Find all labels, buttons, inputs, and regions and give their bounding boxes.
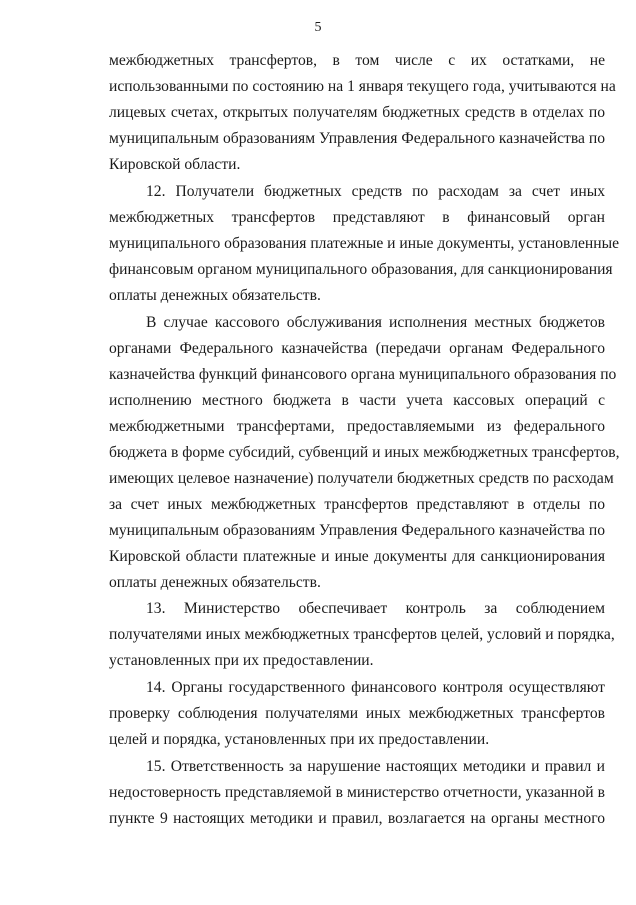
paragraph-1-line-2: использованными по состоянию на 1 января текущего года, учитываются на xyxy=(109,78,616,95)
paragraph-3-line-11: оплаты денежных обязательств. xyxy=(109,574,321,591)
paragraph-2-line-3: муниципального образования платежные и иные документы, установленные xyxy=(109,235,620,252)
paragraph-3-line-1: В случае кассового обслуживания исполнения местных бюджетов xyxy=(146,314,605,331)
paragraph-3-line-4: исполнению местного бюджета в части учета кассовых операций с xyxy=(109,392,605,409)
paragraph-1-line-1: межбюджетных трансфертов, в том числе с их остатками, не xyxy=(109,52,605,69)
paragraph-3-line-3: казначейства функций финансового органа муниципального образования по xyxy=(109,366,617,383)
paragraph-5-line-1: 14. Органы государственного финансового контроля осуществляют xyxy=(146,679,605,696)
paragraph-3-line-10: Кировской области платежные и иные документы для санкционирования xyxy=(109,548,605,565)
paragraph-2-line-4: финансовым органом муниципального образования, для санкционирования xyxy=(109,261,613,278)
paragraph-3-line-8: за счет иных межбюджетных трансфертов представляют в отделы по xyxy=(109,496,605,513)
paragraph-2-line-5: оплаты денежных обязательств. xyxy=(109,287,321,304)
paragraph-4-line-2: получателями иных межбюджетных трансфертов целей, условий и порядка, xyxy=(109,626,615,643)
paragraph-3-line-2: органами Федерального казначейства (передачи органам Федерального xyxy=(109,340,605,357)
page-number: 5 xyxy=(314,20,322,35)
paragraph-1-line-3: лицевых счетах, открытых получателям бюджетных средств в отделах по xyxy=(109,104,605,121)
paragraph-4-line-3: установленных при их предоставлении. xyxy=(109,652,374,669)
paragraph-1-line-5: Кировской области. xyxy=(109,156,241,173)
paragraph-2-line-2: межбюджетных трансфертов представляют в финансовый орган xyxy=(109,209,605,226)
paragraph-6-line-2: недостоверность представляемой в министерство отчетности, указанной в xyxy=(109,784,605,801)
paragraph-2-line-1: 12. Получатели бюджетных средств по расходам за счет иных xyxy=(146,183,605,200)
paragraph-3-line-6: бюджета в форме субсидий, субвенций и иных межбюджетных трансфертов, xyxy=(109,444,620,461)
paragraph-5-line-3: целей и порядка, установленных при их предоставлении. xyxy=(109,731,490,748)
paragraph-1-line-4: муниципальным образованиям Управления Федерального казначейства по xyxy=(109,130,605,147)
paragraph-3-line-7: имеющих целевое назначение) получатели бюджетных средств по расходам xyxy=(109,470,614,487)
paragraph-3-line-9: муниципальным образованиям Управления Федерального казначейства по xyxy=(109,522,605,539)
paragraph-4-line-1: 13. Министерство обеспечивает контроль за соблюдением xyxy=(146,600,605,617)
paragraph-6-line-3: пункте 9 настоящих методики и правил, возлагается на органы местного xyxy=(109,810,605,827)
paragraph-5-line-2: проверку соблюдения получателями иных межбюджетных трансфертов xyxy=(109,705,605,722)
paragraph-3-line-5: межбюджетными трансфертами, предоставляемыми из федерального xyxy=(109,418,605,435)
paragraph-6-line-1: 15. Ответственность за нарушение настоящих методики и правил и xyxy=(146,758,605,775)
